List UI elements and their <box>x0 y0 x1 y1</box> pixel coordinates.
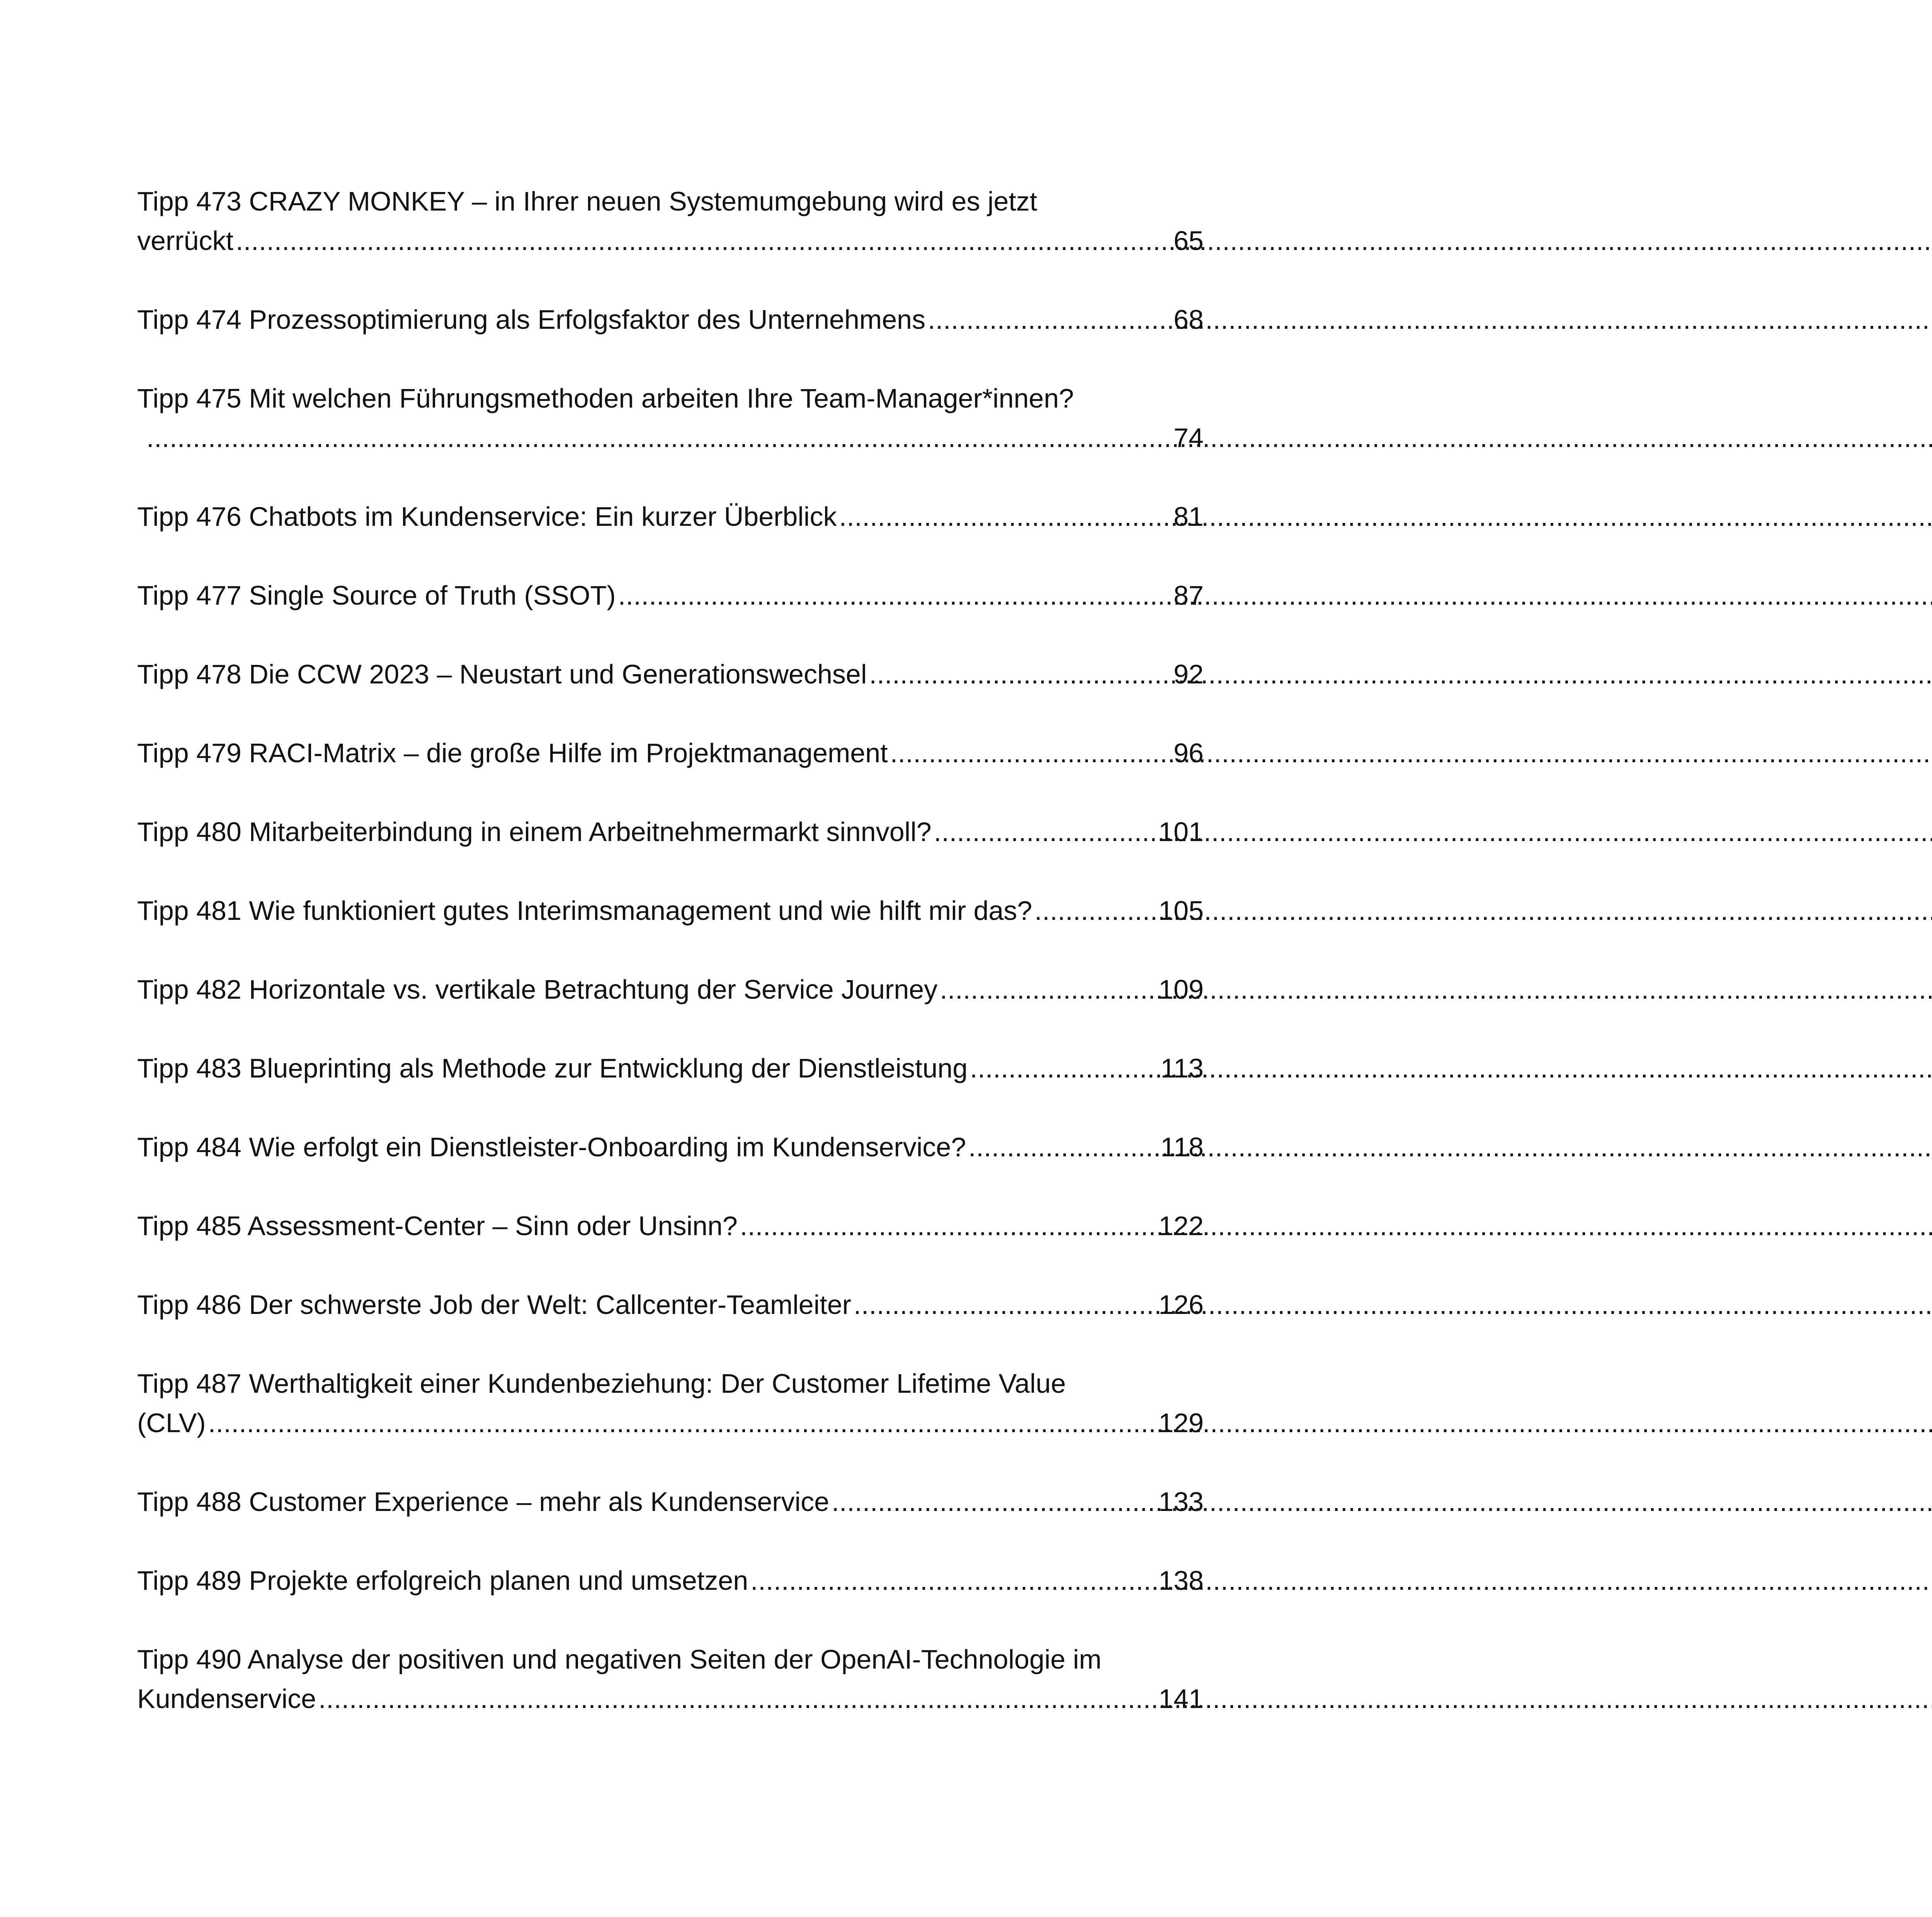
toc-entry-page-number: 87 <box>1173 580 1204 610</box>
toc-entry[interactable] <box>137 1364 1204 1443</box>
toc-entry-title: Tipp 479 RACI-Matrix – die große Hilfe im Projektmanagement <box>137 738 888 768</box>
leader-dots <box>750 1561 1156 1600</box>
leader-dots <box>318 1679 1156 1718</box>
toc-entry-title: verrückt <box>137 226 233 256</box>
toc-entry[interactable] <box>137 576 1204 615</box>
leader-dots <box>970 1049 1158 1088</box>
leader-dots <box>1034 891 1156 930</box>
toc-entry-heading: Tipp 473 CRAZY MONKEY – in Ihrer neuen Systemumgebung wird es jetzt <box>137 186 1037 216</box>
toc-entry-page-number: 133 <box>1158 1487 1204 1517</box>
toc-entry[interactable] <box>137 891 1204 930</box>
toc-entry-title: Tipp 482 Horizontale vs. vertikale Betrachtung der Service Journey <box>137 974 938 1004</box>
leader-dots <box>890 733 1172 773</box>
toc-entry-heading: Tipp 490 Analyse der positiven und negativen Seiten der OpenAI-Technologie im <box>137 1644 1102 1674</box>
leader-dots <box>968 1127 1158 1167</box>
toc-entry-title: Tipp 481 Wie funktioniert gutes Interimsmanagement und wie hilft mir das? <box>137 896 1032 926</box>
toc-entry[interactable] <box>137 1482 1204 1521</box>
toc-entry-page-number: 109 <box>1158 974 1204 1004</box>
table-of-contents <box>137 182 1204 1758</box>
toc-entry-title: Tipp 488 Customer Experience – mehr als Kundenservice <box>137 1487 830 1517</box>
leader-dots <box>208 1403 1156 1443</box>
leader-dots <box>934 812 1156 851</box>
toc-entry[interactable] <box>137 379 1204 457</box>
leader-dots <box>832 1482 1156 1521</box>
toc-entry-title: Tipp 476 Chatbots im Kundenservice: Ein kurzer Überblick <box>137 501 837 532</box>
toc-entry[interactable] <box>137 733 1204 773</box>
toc-entry-title: Tipp 474 Prozessoptimierung als Erfolgsfaktor des Unternehmens <box>137 304 926 335</box>
toc-entry-title: Tipp 483 Blueprinting als Methode zur Entwicklung der Dienstleistung <box>137 1053 968 1083</box>
toc-entry[interactable] <box>137 1127 1204 1167</box>
leader-dots <box>869 654 1171 694</box>
leader-dots <box>940 970 1156 1009</box>
toc-entry-page-number: 68 <box>1173 304 1204 335</box>
toc-entry-page-number: 65 <box>1173 226 1204 256</box>
toc-entry-title: Tipp 480 Mitarbeiterbindung in einem Arbeitnehmermarkt sinnvoll? <box>137 817 932 847</box>
toc-entry[interactable] <box>137 812 1204 851</box>
toc-entry-page-number: 138 <box>1158 1565 1204 1596</box>
toc-entry[interactable] <box>137 497 1204 536</box>
toc-entry-title: Tipp 478 Die CCW 2023 – Neustart und Generationswechsel <box>137 659 867 689</box>
toc-entry-title: Kundenservice <box>137 1684 316 1714</box>
leader-dots <box>146 418 1171 457</box>
leader-dots <box>839 497 1171 536</box>
toc-entry-title: (CLV) <box>137 1408 206 1438</box>
leader-dots <box>740 1206 1156 1246</box>
toc-entry[interactable] <box>137 654 1204 694</box>
toc-entry-page-number: 113 <box>1160 1053 1204 1083</box>
toc-entry-page-number: 92 <box>1173 659 1204 689</box>
toc-entry-page-number: 126 <box>1158 1290 1204 1320</box>
toc-entry-heading: Tipp 475 Mit welchen Führungsmethoden arbeiten Ihre Team-Manager*innen? <box>137 383 1074 413</box>
toc-entry-title: Tipp 489 Projekte erfolgreich planen und umsetzen <box>137 1565 748 1596</box>
toc-entry-page-number: 81 <box>1173 501 1204 532</box>
toc-entry[interactable] <box>137 1285 1204 1324</box>
toc-entry-page-number: 96 <box>1173 738 1204 768</box>
toc-entry-title: Tipp 486 Der schwerste Job der Welt: Callcenter-Teamleiter <box>137 1290 851 1320</box>
toc-entry-page-number: 118 <box>1160 1132 1204 1162</box>
toc-entry-title: Tipp 484 Wie erfolgt ein Dienstleister-Onboarding im Kundenservice? <box>137 1132 966 1162</box>
toc-entry[interactable] <box>137 182 1204 260</box>
toc-entry[interactable] <box>137 1049 1204 1088</box>
leader-dots <box>618 576 1172 615</box>
toc-entry[interactable] <box>137 970 1204 1009</box>
toc-entry-page-number: 101 <box>1158 817 1204 847</box>
toc-entry-title: Tipp 485 Assessment-Center – Sinn oder Unsinn? <box>137 1211 738 1241</box>
toc-entry-page-number: 141 <box>1158 1684 1204 1714</box>
leader-dots <box>854 1285 1156 1324</box>
toc-entry[interactable] <box>137 1640 1204 1718</box>
toc-entry[interactable] <box>137 1206 1204 1246</box>
toc-entry[interactable] <box>137 1561 1204 1600</box>
leader-dots <box>236 221 1171 260</box>
toc-entry-page-number: 74 <box>1173 423 1204 453</box>
leader-dots <box>928 300 1171 339</box>
toc-entry[interactable] <box>137 300 1204 339</box>
toc-entry-heading: Tipp 487 Werthaltigkeit einer Kundenbeziehung: Der Customer Lifetime Value <box>137 1368 1066 1399</box>
toc-entry-page-number: 122 <box>1158 1211 1204 1241</box>
toc-entry-page-number: 129 <box>1158 1408 1204 1438</box>
toc-entry-title: Tipp 477 Single Source of Truth (SSOT) <box>137 580 616 610</box>
toc-entry-page-number: 105 <box>1158 896 1204 926</box>
